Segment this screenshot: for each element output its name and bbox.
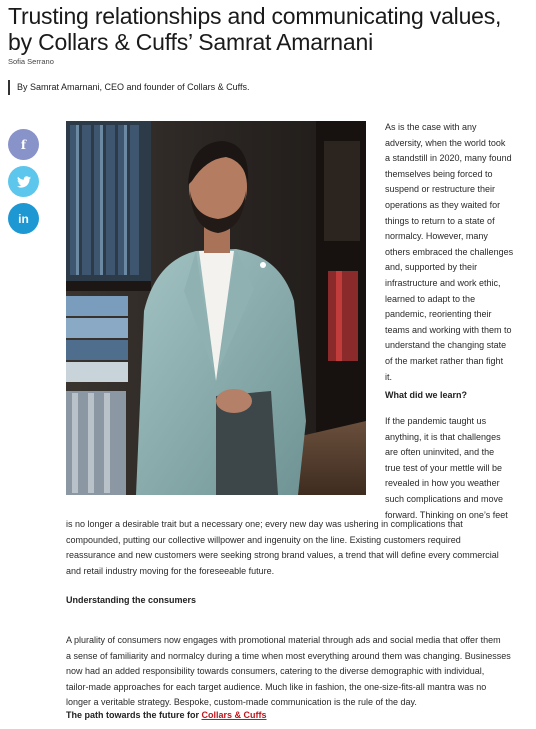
byline: By Samrat Amarnani, CEO and founder of Collars & Cuffs. [8, 80, 249, 95]
author-name[interactable]: Sofia Serrano [8, 57, 54, 66]
paragraph-line: reassurance and new customers were seeking strong brand values, a trend that will define every commercial [66, 550, 499, 561]
facebook-icon: f [20, 137, 27, 152]
paragraph-line: others embraced the challenges [385, 246, 514, 257]
paragraph-line: a standstill in 2020, many found [385, 153, 512, 164]
paragraph-line: compounded, putting our collective willpower and ingenuity on the line. Existing customers required [66, 534, 461, 545]
paragraph-line: pandemic, reorienting their [385, 309, 492, 320]
linkedin-icon: in [18, 211, 29, 226]
article-title: Trusting relationships and communicating values, by Collars & Cuffs’ Samrat Amarnani [8, 3, 502, 55]
linkedin-share-button[interactable] [8, 203, 39, 234]
collars-cuffs-link[interactable]: Collars & Cuffs [201, 710, 267, 720]
paragraph-line: suspend or restructure their [385, 184, 496, 195]
paragraph-line: longer a veritable strategy. Bespoke, custom-made communication is the rule of the day. [66, 697, 417, 708]
section-heading-future: The path towards the future for Collars & Cuffs [66, 710, 267, 720]
paragraph-line: and retail industry moving for the foreseeable future. [66, 565, 275, 576]
paragraph-line: anything, it is that challenges [385, 431, 501, 442]
paragraph-line: such complications and move [385, 494, 504, 504]
paragraph-line: adversity, when the world took [385, 137, 506, 148]
paragraph-line: now had an added responsibility towards consumers, catering to the diverse demographic with individual, [66, 666, 485, 677]
paragraph-line: of the market rather than fight [385, 356, 504, 366]
paragraph-line: As is the case with any [385, 122, 477, 132]
paragraph-line: tailor-made approaches for each target audience. Much like in fashion, the one-size-fits-all mantra was no [66, 681, 487, 692]
paragraph-line: things to return to a state of [385, 215, 495, 226]
paragraph-line: forward. Thinking on one’s feet [385, 509, 508, 520]
paragraph-line: revealed in how you weather [385, 478, 500, 489]
paragraph-line: learned to adapt to the [385, 293, 476, 304]
paragraph-line: true test of your mettle will be [385, 462, 503, 473]
section-heading-learn: What did we learn? [385, 390, 468, 400]
section-heading-consumers: Understanding the consumers [66, 595, 197, 605]
paragraph-line: is no longer a desirable trait but a necessary one; every new day was ushering in complications that [66, 519, 463, 529]
portrait-illustration [66, 121, 366, 495]
paragraph-line: understand the changing state [385, 340, 507, 351]
paragraph-line: operations as they waited for [385, 200, 501, 210]
paragraph-line: normalcy. However, many [385, 231, 488, 242]
twitter-share-button[interactable] [8, 166, 39, 197]
paragraph-line: infrastructure and work ethic, [385, 278, 501, 288]
paragraph-line: If the pandemic taught us [385, 416, 487, 426]
paragraph-line: themselves being forced to [385, 168, 493, 179]
paragraph-line: it. [385, 371, 393, 382]
facebook-share-button[interactable] [8, 129, 39, 160]
paragraph-line: A plurality of consumers now engages with promotional material through ads and social media that offer them [66, 635, 501, 645]
paragraph-line: and, supported by their [385, 262, 478, 273]
paragraph-line: teams and working with them to [385, 324, 512, 335]
paragraph-line: are often uninvited, and the [385, 447, 495, 458]
portrait-photo [66, 121, 366, 495]
twitter-icon [17, 176, 31, 188]
paragraph-line: a sense of familiarity and normalcy during a time when most everything around them was changing. Businesses [66, 650, 511, 661]
